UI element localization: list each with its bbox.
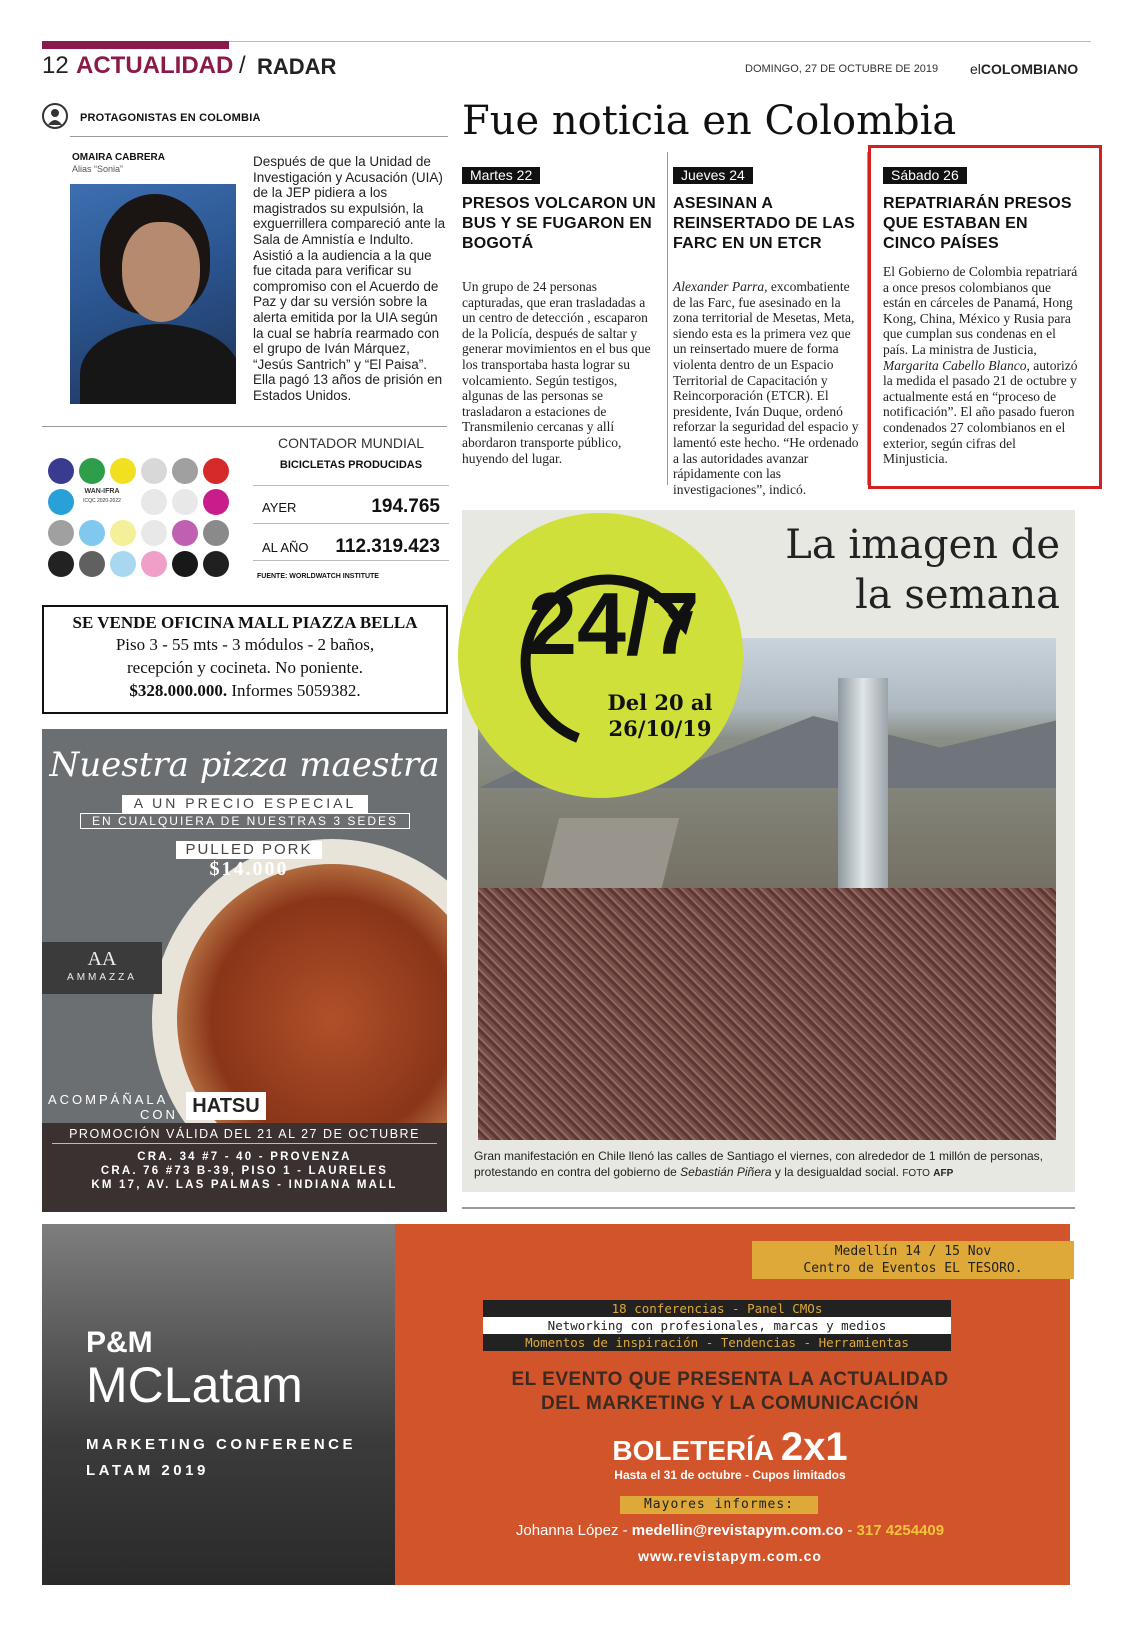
color-bar-sub: ICQC 2020-2022 [83,498,121,504]
week-badge-text: 24/7 [528,574,700,673]
news-day-tag: Sábado 26 [883,167,967,184]
counter-row-value: 194.765 [371,496,440,517]
pizza-ad-product: PULLED PORK [176,841,322,859]
pizza-address: CRA. 76 #73 B-39, PISO 1 - LAURELES [100,1165,389,1177]
pizza-ad-sedes: EN CUALQUIERA DE NUESTRAS 3 SEDES [80,813,410,829]
section-rule [462,1207,1075,1209]
counter-subtitle: BICICLETAS PRODUCIDAS [279,459,423,471]
pizza-ad-price: $14.000 [209,858,289,880]
color-swatch [203,520,229,546]
protagonist-name: OMAIRA CABRERA [72,152,165,163]
ammazza-logo [42,942,162,994]
subsection-title: RADAR [257,54,337,79]
color-swatch [141,489,167,515]
protagonist-photo [70,184,236,404]
counter-row-label: AYER [262,500,297,515]
color-swatch [172,458,198,484]
classified-ad [42,605,448,714]
event-contact [430,1522,1030,1539]
news-body [883,264,1079,467]
offer-value: 2x1 [780,1425,848,1469]
column-divider [667,152,668,485]
contact-name: Johanna López - [515,1522,632,1539]
caption-text: Gran manifestación en Chile llenó las calles de Santiago el viernes, con alrededor de 1 millón de personas, protestando en contra del gobierno de [474,1149,1043,1179]
classified-line: Piso 3 - 55 mts - 3 módulos - 2 baños, [115,635,375,654]
mclatam-logo: MCLatam [86,1357,303,1413]
event-feature-bar: Momentos de inspiración - Tendencias - Herramientas [483,1334,951,1351]
event-venue: Centro de Eventos EL TESORO. [803,1261,1023,1276]
color-swatch [48,458,74,484]
pizza-ad-rule [52,1143,437,1144]
newspaper-prefix: el [970,61,981,77]
caption-text: y la desigualdad social. [771,1165,903,1179]
page-number: 12 [42,52,69,79]
pizza-address: CRA. 34 #7 - 40 - PROVENZA [137,1151,352,1163]
accompany-text: ACOMPÁÑALA [48,1092,169,1107]
news-day-tag: Jueves 24 [673,167,753,184]
con-text: CON [140,1107,178,1122]
news-body-text: El Gobierno de Colombia repatriará a once presos colombianos que están en cárceles de Panamá, Hong Kong, China, México y Rusia para que cumplan sus condenas en el país. La ministra de Justicia, [883,264,1078,357]
conference-line: LATAM 2019 [86,1462,209,1479]
event-date-box [752,1241,1074,1279]
event-website[interactable]: www.revistapym.com.co [638,1548,822,1564]
photo-credit: AFP [933,1168,954,1179]
pizza-ad-title: Nuestra pizza maestra [49,745,440,785]
section-color-bar [42,41,229,49]
color-swatch [79,458,105,484]
classified-contact: Informes 5059382. [227,681,361,700]
more-info-label: Mayores informes: [620,1496,818,1514]
newspaper-name [970,61,1078,77]
color-swatch [141,458,167,484]
person-icon [42,103,68,129]
pm-logo: P&M [86,1326,153,1359]
event-feature-bar: 18 conferencias - Panel CMOs [483,1300,951,1317]
classified-price: $328.000.000. [129,681,228,700]
pizza-ad-special: A UN PRECIO ESPECIAL [122,795,368,813]
tagline-line: DEL MARKETING Y LA COMUNICACIÓN [541,1393,919,1414]
conference-line: MARKETING CONFERENCE [86,1436,357,1453]
counter-source: FUENTE: WORLDWATCH INSTITUTE [257,573,379,580]
news-body [673,279,863,497]
color-swatch [141,551,167,577]
counter-row-value: 112.319.423 [335,536,440,557]
section-title: ACTUALIDAD [76,52,234,79]
color-swatch [48,489,74,515]
color-swatch [110,458,136,484]
color-swatch [79,551,105,577]
pizza-ad-promo: PROMOCIÓN VÁLIDA DEL 21 AL 27 DE OCTUBRE [69,1127,420,1141]
hatsu-logo: HATSU [186,1092,266,1120]
event-date: Medellín 14 / 15 Nov [834,1244,992,1259]
protagonist-text: Después de que la Unidad de Investigación y Acusación (UIA) de la JEP pidiera a los magistrados su expulsión, la exguerrillera compareció ante la Sala de Amnistía e Indulto. Asistió a la audiencia a la que fue citada para verificar su compromiso con el Acuerdo de Paz y dar su versión sobre la alerta emitida por la UIA según la cual se habría rearmado con el grupo de Iván Márquez, “Jesús Santrich” y “El Paisa”. Ella pagó 13 años de prisión en Estados Unidos. [253,154,446,403]
color-bar-label: WAN-IFRA [84,488,120,495]
color-swatch [203,551,229,577]
pizza-ad-addresses [42,1150,447,1192]
tagline-line: EL EVENTO QUE PRESENTA LA ACTUALIDAD [511,1369,949,1390]
classified-title: SE VENDE OFICINA MALL PIAZZA BELLA [72,613,418,632]
section-separator: / [239,52,246,79]
event-feature-bar: Networking con profesionales, marcas y medios [483,1317,951,1334]
news-headline: Fue noticia en Colombia [462,98,957,144]
color-swatch [79,520,105,546]
contact-separator: - [843,1522,857,1539]
pizza-address: KM 17, AV. LAS PALMAS - INDIANA MALL [91,1179,398,1191]
mclatam-conference [86,1432,356,1484]
news-body: Un grupo de 24 personas capturadas, que eran trasladadas a un centro de detección , escaparon de la Policía, después de saltar y generar movimientos en el bus que los transportaba hasta lograr su volcamiento. Según testigos, algunas de las personas se trasladaron a estaciones de Transmilenio cercanas y allí abordaron transporte público, huyendo del lugar. [462,279,651,466]
color-swatch [203,489,229,515]
offer-deadline: Hasta el 31 de octubre - Cupos limitados [614,1468,846,1482]
color-swatch [48,551,74,577]
classified-price-line [44,679,446,702]
issue-date: DOMINGO, 27 DE OCTUBRE DE 2019 [745,63,939,75]
color-swatch [172,489,198,515]
color-swatch [110,551,136,577]
news-body-text: , excombatiente de las Farc, fue asesinado en la zona territorial de Mesetas, Meta, siendo esta es la primera vez que un reinsertado muere de forma violenta dentro de un Espacio Territorial de Capacitación y Reincorporación (ETCR). El presidente, Iván Duque, ordenó reforzar la seguridad del espacio y lamentó este hecho. “He ordenado a las autoridades avanzar rápidamente con las investigaciones”, indicó. [673,279,859,497]
counter-row-label: AL AÑO [262,540,309,555]
protagonist-alias: Alias “Sonia” [72,164,124,174]
pizza-ad-accompany [48,1092,178,1122]
photo-caption [474,1148,1059,1182]
counter-title: CONTADOR MUNDIAL [278,435,424,451]
ammazza-mark: AA [87,948,117,970]
news-author: Alexander Parra [673,279,765,294]
boleteria-label: BOLETERÍA [612,1435,774,1466]
caption-person: Sebastián Piñera [680,1165,772,1179]
week-badge-date: Del 20 al 26/10/19 [607,690,713,741]
event-tagline [430,1368,1030,1416]
news-minister: Margarita Cabello Blanco [883,357,1027,373]
news-day-tag: Martes 22 [462,167,540,184]
news-title: PRESOS VOLCARON UN BUS Y SE FUGARON EN BOGOTÁ [462,195,656,252]
contact-email[interactable]: medellin@revistapym.com.co [631,1522,844,1539]
contact-phone: 317 4254409 [856,1522,945,1539]
color-swatch [110,520,136,546]
ticket-offer [430,1425,1030,1470]
print-color-bar [48,458,230,580]
color-swatch [203,458,229,484]
column-divider [42,426,447,427]
ammazza-name: AMMAZZA [67,972,137,983]
newspaper-brand: COLOMBIANO [980,61,1079,77]
color-swatch [141,520,167,546]
news-title: ASESINAN A REINSERTADO DE LAS FARC EN UN ETCR [673,195,855,252]
color-swatch [172,551,198,577]
image-week-title: La imagen de la semana [785,522,1060,618]
counter-divider [253,523,449,524]
color-swatch [48,520,74,546]
news-body-text: , autorizó la medida el pasado 21 de octubre y actualmente está en “proceso de notificación”. El año pasado fueron condenados 27 colombianos en el exterior, según cifras del Minjusticia. [883,357,1078,467]
protagonistas-rule [70,136,448,137]
classified-line: recepción y cocineta. No poniente. [126,658,363,677]
color-swatch [172,520,198,546]
news-title: REPATRIARÁN PRESOS QUE ESTABAN EN CINCO PAÍSES [883,195,1072,252]
protagonistas-title: PROTAGONISTAS EN COLOMBIA [80,112,261,124]
credit-label: FOTO [902,1168,930,1179]
